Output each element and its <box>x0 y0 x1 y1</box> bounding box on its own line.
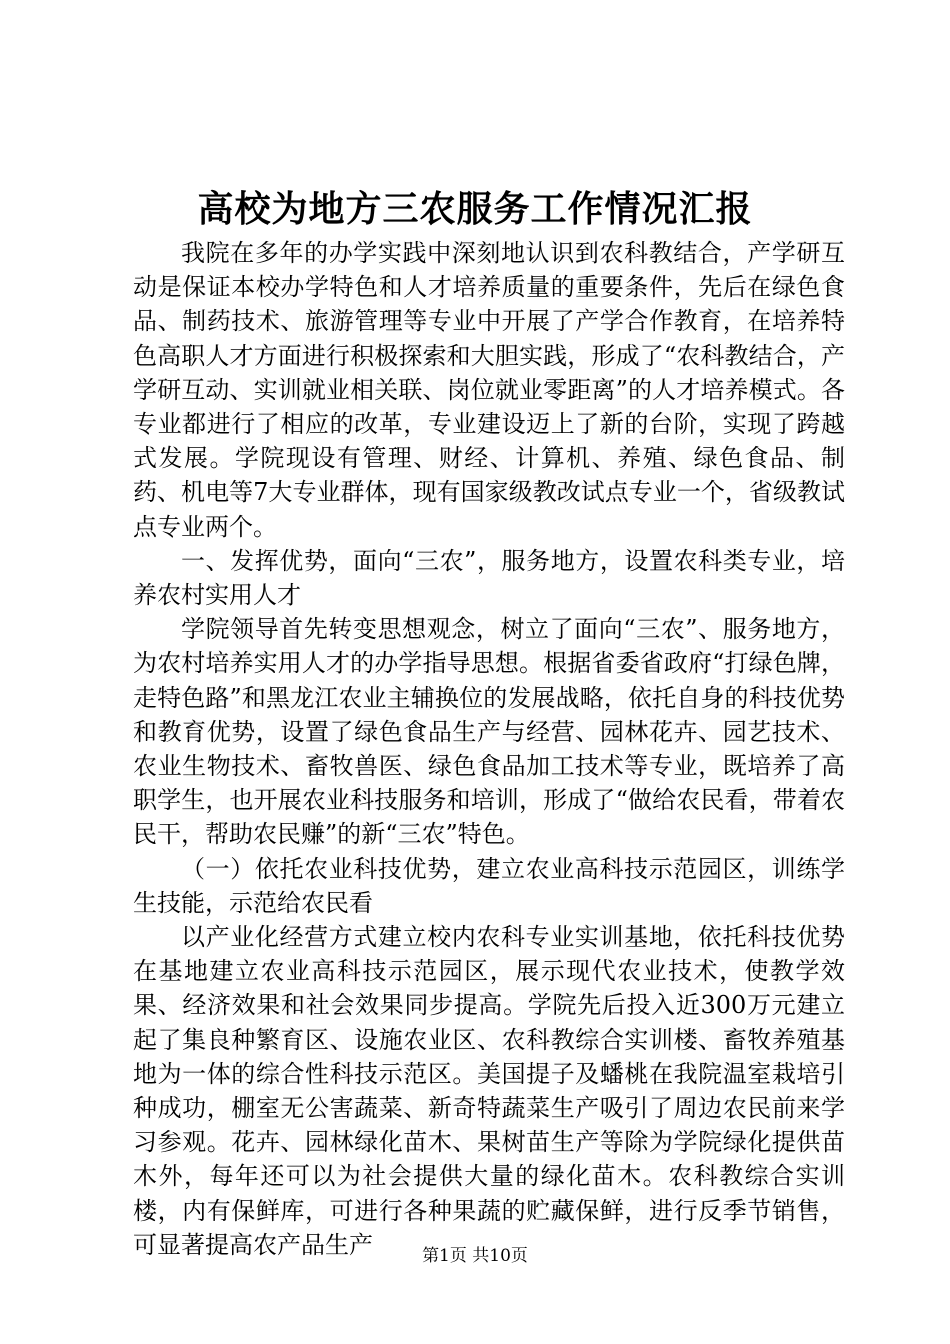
subsection-heading-1: （一）依托农业科技优势，建立农业高科技示范园区，训练学生技能，示范给农民看 <box>133 854 845 917</box>
page-number-footer: 第1页 共10页 <box>422 1246 528 1266</box>
document-body <box>133 236 845 1262</box>
paragraph-intro: 我院在多年的办学实践中深刻地认识到农科教结合，产学研互动是保证本校办学特色和人才培养质量的重要条件，先后在绿色食品、制药技术、旅游管理等专业中开展了产学合作教育，在培养特色高职人才方面进行积极探索和大胆实践，形成了“农科教结合，产学研互动、实训就业相关联、岗位就业零距离”的人才培养模式。各专业都进行了相应的改革，专业建设迈上了新的台阶，实现了跨越式发展。学院现设有管理、财经、计算机、养殖、绿色食品、制药、机电等7大专业群体，现有国家级教改试点专业一个，省级教试点专业两个。 <box>133 239 845 541</box>
section-heading-1: 一、发挥优势，面向“三农”，服务地方，设置农科类专业，培养农村实用人才 <box>133 546 845 610</box>
paragraph-section-1: 学院领导首先转变思想观念，树立了面向“三农”、服务地方，为农村培养实用人才的办学指导思想。根据省委省政府“打绿色牌，走特色路”和黑龙江农业主辅换位的发展战略，依托自身的科技优势和教育优势，设置了绿色食品生产与经营、园林花卉、园艺技术、农业生物技术、畜牧兽医、绿色食品加工技术等专业，既培养了高职学生，也开展农业科技服务和培训，形成了“做给农民看，带着农民干，帮助农民赚”的新“三农”特色。 <box>133 615 845 849</box>
document-title: 高校为地方三农服务工作情况汇报 <box>197 188 753 230</box>
paragraph-subsection-1: 以产业化经营方式建立校内农科专业实训基地，依托科技优势在基地建立农业高科技示范园区，展示现代农业技术，使教学效果、经济效果和社会效果同步提高。学院先后投入近300万元建立起了集良种繁育区、设施农业区、农科教综合实训楼、畜牧养殖基地为一体的综合性科技示范区。美国提子及蟠桃在我院温室栽培引种成功，棚室无公害蔬菜、新奇特蔬菜生产吸引了周边农民前来学习参观。花卉、园林绿化苗木、果树苗生产等除为学院绿化提供苗木外，每年还可以为社会提供大量的绿化苗木。农科教综合实训楼，内有保鲜库，可进行各种果蔬的贮藏保鲜，进行反季节销售，可显著提高农产品生产 <box>133 923 845 1259</box>
